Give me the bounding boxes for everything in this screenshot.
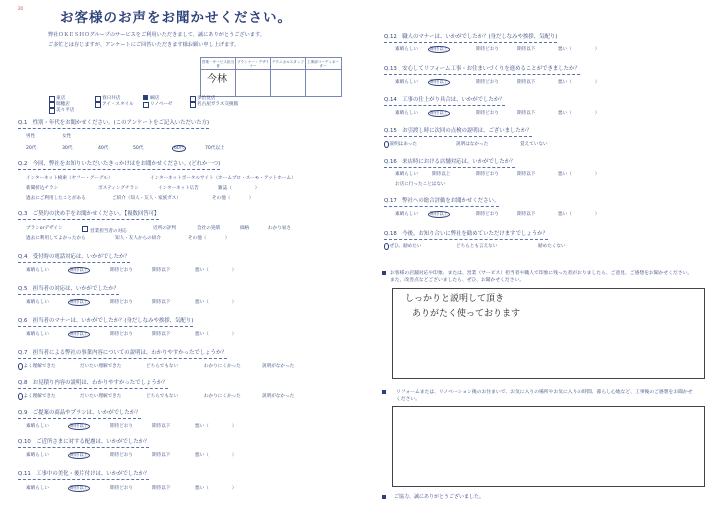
page-title: お客様のお声をお聞かせください。 (60, 10, 292, 26)
answer-option[interactable]: 素晴らしい (26, 453, 49, 458)
answer-option[interactable]: 男性 (26, 134, 36, 139)
answer-option[interactable]: 過去に利用してよかったから (26, 236, 86, 241)
answer-option-selected[interactable]: 60代 (174, 146, 185, 151)
answer-option[interactable]: 期待以下 (152, 486, 171, 491)
answer-option[interactable]: 悪い（ ） (558, 80, 600, 85)
answer-option[interactable]: 期待どおり (476, 172, 499, 177)
store-option[interactable]: 東店 (56, 96, 66, 101)
question-label: Q.12 職人のマナーは、いかがでしたか？(身だしなみや挨拶、気配り) (384, 34, 557, 43)
answer-option[interactable]: 期待以下 (152, 453, 171, 458)
answer-option[interactable]: 悪い（ ） (195, 332, 237, 337)
answer-option-selected[interactable]: よく理解できた (18, 393, 56, 400)
answer-option[interactable]: ポスティングチラシ (98, 186, 139, 191)
question-label: Q.15 お引渡し時に次回の点検の説明は、ございましたか？ (384, 128, 532, 137)
answer-option[interactable]: その他（ ） (212, 196, 254, 201)
answer-option[interactable]: どちらとも言えない (456, 244, 498, 249)
answer-option[interactable]: 期待どおり (476, 80, 499, 85)
answer-option-selected[interactable]: 期待以上 (70, 300, 89, 305)
answer-option[interactable]: インターネット検索（ヤフー・グーグル） (26, 176, 113, 181)
answer-option[interactable]: 女性 (62, 134, 72, 139)
answer-option[interactable]: ご紹介（知人・友人・家族ガス） (112, 196, 181, 201)
answer-option[interactable]: 知人・友人からの紹介 (115, 236, 161, 241)
answer-option[interactable]: 過去にご利用したことがある (26, 196, 86, 201)
answer-option[interactable]: 素晴らしい (395, 172, 418, 177)
answer-option-selected[interactable]: 期待以上 (430, 80, 449, 85)
answer-option-selected[interactable]: 期待以上 (70, 453, 89, 458)
answer-option[interactable]: 期待どおり (476, 47, 499, 52)
checkmark-icon (143, 95, 148, 100)
answer-option[interactable]: 説明はなかった (456, 142, 489, 147)
answer-option[interactable]: 期待どおり (476, 212, 499, 217)
answer-option[interactable]: 素晴らしい (26, 332, 49, 337)
answer-option[interactable]: 期待どおり (476, 111, 499, 116)
staff-name: 今林 (207, 74, 227, 85)
bullet-square-icon (382, 271, 386, 275)
answer-option-selected[interactable]: 期待以上 (70, 268, 89, 273)
answer-option[interactable]: 素晴らしい (395, 111, 418, 116)
staff-header: 工事部コーディネーター (306, 60, 340, 68)
answer-option[interactable]: 期待どおり (110, 424, 133, 429)
answer-option[interactable]: プランorデザイン (26, 226, 63, 231)
question-label: Q.10 ご近所さまに対する配慮は、いかがでしたか？ (18, 439, 149, 448)
question-label: Q.11 工事中の美化・後片付けは、いかがでしたか？ (18, 471, 149, 480)
staff-header: 営業・サービス担当者 (201, 60, 235, 68)
staff-header: テクニカルスタッフ (271, 60, 305, 64)
answer-option[interactable]: 期待どおり (110, 486, 133, 491)
answer-option[interactable]: 期待以下 (152, 424, 171, 429)
answer-option[interactable]: 期待どおり (110, 453, 133, 458)
answer-option[interactable]: 勧めたくない (538, 244, 566, 249)
answer-option[interactable]: 期待以下 (152, 300, 171, 305)
answer-option[interactable]: 悪い（ ） (195, 268, 237, 273)
store-option[interactable]: 春日井店 (102, 96, 121, 101)
answer-option[interactable]: 会社の実績 (197, 226, 220, 231)
answer-option-selected[interactable]: 期待以上 (430, 212, 449, 217)
answer-option[interactable]: 営業担当者の対応 (82, 226, 127, 234)
answer-option[interactable]: だいたい理解できた (80, 364, 122, 369)
answer-option[interactable]: インターネットポータルサイト（ホームプロ・スーモ・アットホーム） (150, 176, 296, 181)
answer-option[interactable]: 悪い（ ） (558, 111, 600, 116)
question-label: Q.7 担当者による弊社の事業内容についての説明は、わかりやすかったでしょうか？ (18, 350, 227, 359)
answer-option[interactable]: どちらでもない (146, 364, 179, 369)
answer-option[interactable]: 雑誌（ ） (218, 186, 260, 191)
store-option[interactable]: 美々平店 (56, 108, 75, 113)
answer-option[interactable]: お店に行ったことはない (395, 182, 446, 187)
question-label: Q.17 弊社への総合評価をお聞かせください。 (384, 198, 499, 207)
answer-option[interactable]: わかりにくかった (204, 364, 241, 369)
question-label: Q.16 来店時における店舗対応は、いかがでしたか？ (384, 159, 515, 168)
answer-option[interactable]: 70代以上 (205, 146, 225, 151)
answer-option[interactable]: 悪い（ ） (558, 212, 600, 217)
store-option[interactable]: リノベーゼ (150, 102, 173, 107)
question-label: Q.3 ご契約の決め手をお聞かせください。【複数回答可】 (18, 211, 159, 220)
answer-option-selected[interactable]: 期待以上 (70, 424, 89, 429)
question-label: Q.4 受付時の電話対応は、いかがでしたか？ (18, 254, 130, 263)
answer-option[interactable]: どちらでもない (146, 394, 179, 399)
answer-option[interactable]: 素晴らしい (26, 300, 49, 305)
answer-option[interactable]: 40代 (98, 146, 109, 151)
store-option[interactable]: 綱店 (150, 96, 160, 101)
question-label: Q.1 性別・年代をお聞かせください。(このアンケートをご記入いただいた方) (18, 120, 209, 129)
answer-option[interactable]: 期待以下 (152, 268, 171, 273)
answer-option[interactable]: 20代 (26, 146, 37, 151)
answer-option[interactable]: 期待以下 (152, 332, 171, 337)
page-number: 20 (18, 6, 24, 11)
answer-option[interactable]: 期待以上 (432, 172, 451, 177)
comment1-label: お客様の店舗対応や印象、または、営業（サービス）担当者や職人で印象に残った者がおりましたら、ご意見、ご感想をお聞かせください。また、改善点などございましたら、ぜひ、お聞かせください。 (390, 271, 693, 283)
answer-option[interactable]: 期待どおり (110, 268, 133, 273)
answer-option[interactable]: 覚えていない (520, 142, 548, 147)
answer-option-selected[interactable]: 説明はあった (384, 141, 417, 148)
comment2-label: リフォームまたは、リノベーション後のお住まいで、お気に入りの場所やお気に入りの時間、暮らし心地など、工事後のご感想をお聞かせください。 (396, 390, 693, 402)
bullet-square-icon (382, 390, 386, 394)
answer-option[interactable]: 素晴らしい (26, 486, 49, 491)
answer-option-selected[interactable]: 期待以上 (70, 486, 89, 491)
answer-option[interactable]: 説明がなかった (262, 394, 295, 399)
answer-option-selected[interactable]: ぜひ、勧めたい (384, 243, 421, 250)
comment1-handwritten-line-1: しっかりと説明して頂き (405, 294, 505, 304)
answer-option[interactable]: 期待以下 (517, 111, 536, 116)
answer-option[interactable]: 素晴らしい (395, 47, 418, 52)
answer-option[interactable]: 30代 (62, 146, 73, 151)
question-label: Q.14 工事の仕上がり具合は、いかがでしたか？ (384, 97, 505, 106)
answer-option[interactable]: 素晴らしい (26, 424, 49, 429)
answer-option[interactable]: 近所の評判 (153, 226, 176, 231)
answer-option[interactable]: 悪い（ ） (195, 453, 237, 458)
store-option[interactable]: 名古屋ガラス交換館 (197, 102, 239, 107)
store-option[interactable]: 多治見店 (197, 96, 216, 101)
question-label: Q.13 安心してリフォーム工事・お住まいづくりを進めることができましたか？ (384, 66, 580, 75)
comment1-handwritten-line-2: ありがたく使っております (412, 309, 521, 319)
answer-option[interactable]: わかり易さ (268, 226, 291, 231)
intro-line-2: ご多忙とは存じますが、アンケートにご回答いただきます様お願い申し上げます。 (48, 42, 240, 48)
answer-option[interactable]: 期待どおり (110, 332, 133, 337)
question-label: Q.9 ご提案の商品やプランは、いかがでしたか？ (18, 410, 141, 419)
answer-option[interactable]: 50代 (133, 146, 144, 151)
answer-option[interactable]: 期待以下 (517, 80, 536, 85)
answer-option[interactable]: 価格 (240, 226, 250, 231)
answer-option-selected[interactable]: よく理解できた (18, 363, 56, 370)
answer-option[interactable]: わかりにくかった (204, 394, 241, 399)
closing-text: ご協力、誠にありがとうございました。 (394, 494, 485, 500)
question-label: Q.8 お見積り内容の説明は、わかりやすかったでしょうか？ (18, 380, 168, 389)
answer-option[interactable]: 期待どおり (110, 300, 133, 305)
answer-option[interactable]: 期待以下 (517, 172, 536, 177)
answer-option-selected[interactable]: 期待以上 (430, 111, 449, 116)
question-label: Q.2 今回、弊社をお知りいただいたきっかけはをお聞かせください。(どれか一つ) (18, 161, 220, 170)
answer-option[interactable]: 悪い（ ） (195, 486, 237, 491)
comment2-box[interactable] (392, 406, 705, 487)
answer-option[interactable]: インターネット広告 (158, 186, 199, 191)
answer-option[interactable]: 素晴らしい (395, 212, 418, 217)
answer-option[interactable]: 悪い（ ） (558, 47, 600, 52)
staff-table (200, 57, 342, 97)
store-option[interactable]: アイ・スタイル (102, 102, 134, 107)
answer-option[interactable]: 悪い（ ） (195, 300, 237, 305)
intro-line-1: 弊社ＯＫＥＳＨＯグループのサービスをご利用いただきまして、誠にありがとうございます。 (48, 32, 265, 38)
bullet-square-icon (382, 495, 386, 499)
answer-option[interactable]: その他（ ） (188, 236, 230, 241)
answer-option[interactable]: 悪い（ ） (558, 172, 600, 177)
question-label: Q.6 担当者のマナーは、いかがでしたか？(身だしなみや挨拶、気配り) (18, 318, 193, 327)
answer-option[interactable]: 説明がなかった (262, 364, 295, 369)
question-label: Q.5 担当者の対応は、いかがでしたか？ (18, 286, 119, 295)
answer-option-selected[interactable]: 期待以上 (430, 47, 449, 52)
answer-option[interactable]: 期待以下 (517, 212, 536, 217)
staff-header: プランナー・デザイナー (236, 60, 270, 68)
answer-option[interactable]: だいたい理解できた (80, 394, 122, 399)
answer-option-selected[interactable]: 期待以上 (70, 332, 89, 337)
store-option[interactable]: 瑞穂店 (56, 102, 70, 107)
question-label: Q.18 今後、お知り合いに弊社を勧めていただけますでしょうか？ (384, 231, 548, 240)
answer-option[interactable]: 素晴らしい (395, 80, 418, 85)
answer-option[interactable]: 新聞折込チラシ (26, 186, 59, 191)
answer-option[interactable]: 期待以下 (517, 47, 536, 52)
answer-option[interactable]: 素晴らしい (26, 268, 49, 273)
answer-option[interactable]: 悪い（ ） (195, 424, 237, 429)
